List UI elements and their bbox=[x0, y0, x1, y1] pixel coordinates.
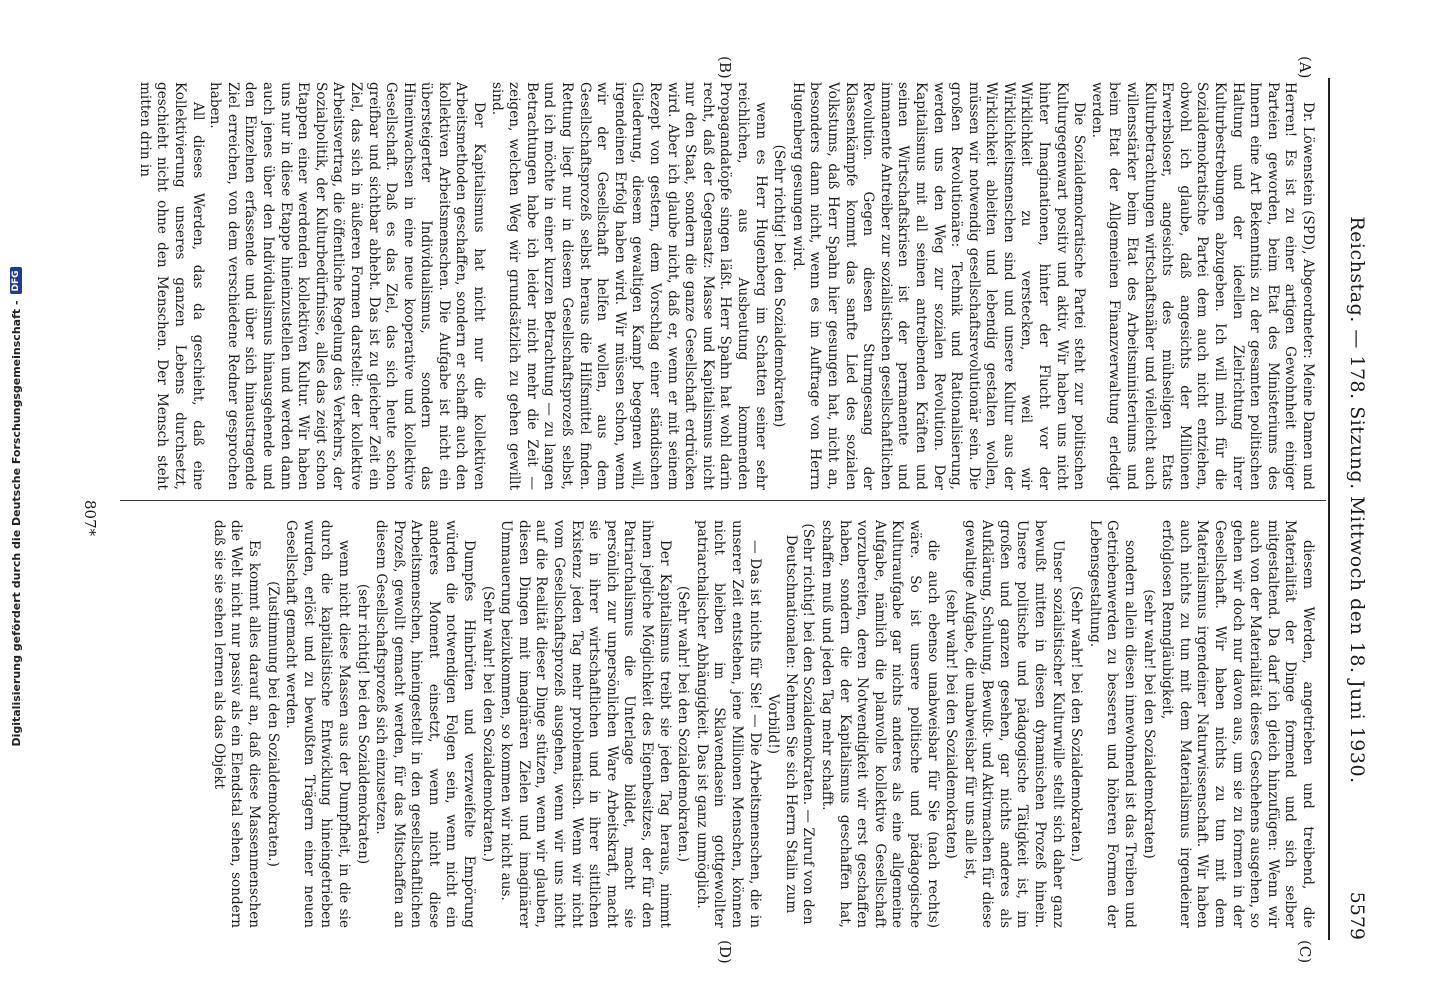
paragraph: sondern allein diesen innewohnend ist das Treiben und Getriebenwerden zu besseren und höheren Formen der Lebensgestaltung. bbox=[1086, 520, 1139, 928]
interjection: (Sehr wahr! bei den Sozialdemokraten.) bbox=[675, 585, 692, 863]
paragraph: die auch ebenso unabweisbar für Sie (nach rechts) wäre. So ist unsere politische und pädagogische Kulturaufgabe gar nichts anderes als eine allgemeine Aufgabe, nämlich die planvolle kollektive Gesellschaft vorzubereiten, deren Notwendigkeit wir erst geschaffen haben, sondern die der Kapitalismus geschaffen hat, schaffen muß und jeden Tag mehr schafft. bbox=[818, 520, 941, 928]
paragraph: Die Sozialdemokratische Partei steht zur politischen Kulturgegenwart positiv und aktiv. Wir haben uns nicht hinter Imaginationen, hinter der Flucht vor der Wirklichkeit zu verstecken, weil wir Wirklichkeitsmenschen sind und unsere Kultur aus der Wirklichkeit ableiten und lebendig gestalten wollen, müssen wir notwendig gesellschaftsrevolutionär sein. Die großen Revolutionäre: Technik und Rationalisierung, werden uns den Weg zur sozialen Revolution. Der Kapitalismus mit all seinen antreibenden Kräften und seinen Wirtschaftskrisen ist der permanente und immanente Antreiber zur sozialistischen gesellschaftlichen Revolution. Gegen diesen Sturmgesang der Klassenkämpfe kommt das sanfte Lied des sozialen Volkstums, daß Herr Spahn hier gesungen hat, nicht an, besonders dann nicht, wenn es im Auftrage von Herrn Hugenberg gesungen wird. bbox=[789, 82, 1088, 490]
paragraph: Dr. Löwenstein (SPD), Abgeordneter: Meine Damen und Herren! Es ist zu einer artigen Gewohnheit einiger Parteien geworden, beim Etat des Ministeriums des Innern eine Art Bekenntnis zu der gesamten politischen Haltung und der ideellen Zielrichtung ihrer Kulturbestrebungen abzugeben. Ich will mich für die Sozialdemokratische Partei dem auch nicht entziehen, obwohl ich glaube, daß angesichts der Millionen Erwerbsloser, angesichts des mühseligen Etats Kulturbetrachtungen wirtschaftsnäher und vielleicht auch willensstärker beim Etat des Arbeitsministeriums und beim Etat der Allgemeinen Finanzverwaltung erledigt werden. bbox=[1088, 82, 1316, 490]
paragraph: wenn nicht diese Massen aus der Dumpfheit, in die sie durch die kapitalistische Entwicklung hineingetrieben wurden, erlöst und zu bewußten Trägern einer neuen Gesellschaft gemacht werden. bbox=[283, 520, 352, 928]
paragraph: Der Kapitalismus hat nicht nur die kollektiven Arbeitsmethoden geschaffen, sondern er schafft auch den kollektiven Arbeitsmenschen. Die Aufgabe ist nicht ein übersteigerter Individualismus, sondern das Hineinwachsen in eine neue kooperative und kollektive Gesellschaft. Daß es das Ziel, das sich heute schon greifbar und sichtbar abhebt. Das ist zu gleicher Zeit ein Ziel, das sich in äußeren Formen darstellt: der kollektive Arbeitsvertrag, die öffentliche Regelung des Verkehrs, der Sozialpolitik, der Kulturbedürfnisse, alles das zeigt schon Etappen einer werdenden kollektiven Kultur. Wir haben uns nur in diese Etappe hineinzustellen und werden dann auch jenes über den Individualismus hinausgehende und den Einzelnen erfassende und über sich hinaustragende Ziel erreichen, von dem verschiedene Redner gesprochen haben. bbox=[207, 82, 488, 490]
paragraph: All dieses Werden, das da geschieht, daß eine Kollektivierung unseres ganzen Lebens durchsetzt, geschieht nicht ohne den Menschen. Der Mensch steht mitten drin in bbox=[136, 82, 206, 490]
margin-marker-d: (D) bbox=[716, 940, 734, 964]
interjection: (sehr wahr! bei den Sozialdemokraten) bbox=[1140, 589, 1157, 859]
paragraph: Dumpfes Hinbrüten und verzweifelte Empörung würden die notwendigen Folgen sein, wenn nicht ein anderes Moment einsetzt, wenn nicht diese Arbeitsmenschen, hineingestellt in den gesellschaftlichen Prozeß, gewollt gemacht werden, für das Mitschaffen an diesem Gesellschaftsprozeß sich einzusetzen. bbox=[373, 520, 478, 928]
sheet-mark: 807* bbox=[81, 500, 99, 537]
paragraph: Der Kapitalismus treibt sie jeden Tag heraus, nimmt ihnen jegliche Möglichkeit des Eigenbesitzes, der für den Patriarchalismus die Unterlage bildet, macht sie persönlich zur unpersönlichen Ware Arbeitskraft, macht sie in ihrer wirtschaftlichen und in ihrer sittlichen Existenz jeden Tag mehr problematisch. Wenn wir nicht vom Gesellschaftsprozeß ausgehen, wenn wir uns nicht auf die Realität dieser Dinge stützen, wenn wir glauben, diesen Dingen mit imaginären Zielen und imaginärer Ummauerung beizukommen, so kommen wir nicht aus. bbox=[498, 520, 673, 928]
paragraph: Unser sozialistischer Kulturwille stellt sich daher ganz bewußt mitten in diesen dynamischen Prozeß hinein. Unsere politische und pädagogische Tätigkeit ist, im großen und ganzen gesehen, gar nichts anderes als Aufklärung, Schulung, Bewußt- und Aktivmachen für diese gewaltige Aufgabe, die unabweisbar für uns alle ist, bbox=[961, 520, 1066, 928]
interjection: (Sehr wahr! bei den Sozialdemokraten.) bbox=[479, 585, 496, 863]
page-header bbox=[1338, 60, 1368, 940]
interjection: (sehr wahr! bei den Sozialdemokraten) bbox=[943, 589, 960, 859]
dfg-logo-icon: DFG bbox=[10, 267, 22, 294]
margin-marker-a: (A) bbox=[1296, 56, 1314, 79]
paragraph: — Das ist nichts für Sie! — Die Arbeitsmenschen, die in unserer Zeit entstehen, jene Millionen Menschen, können nicht bleiben im Sklavendasein gottgewollter patriarchalischer Abhängigkeit. Das ist ganz unmöglich. bbox=[693, 520, 763, 928]
interjection: (Zustimmung bei den Sozialdemokraten.) bbox=[264, 581, 281, 867]
funding-text: Digitalisierung gefördert durch die Deutsche Forschungsgemeinschaft - bbox=[9, 300, 23, 747]
interjection: (Sehr richtig! bei den Sozialdemokraten. — Zuruf von den Deutschnationalen: Nehmen Sie sich Herrn Stalin zum Vorbild!) bbox=[765, 523, 817, 925]
header-title: Reichstag. — 178. Sitzung. Mittwoch den 18. Juni 1930. bbox=[1346, 216, 1368, 784]
interjection: (Sehr richtig! bei den Sozialdemokraten) bbox=[771, 144, 788, 428]
header-rule bbox=[1328, 78, 1330, 940]
page-number: 5579 bbox=[1346, 891, 1368, 940]
paragraph: wenn es Herr Hugenberg im Schatten seiner sehr reichlichen, aus Ausbeutung kommenden Propagandatöpfe singen läßt. Herr Spahn hat wohl darin recht, daß der Gegensatz: Masse und Kapitalismus nicht nur den Staat, sondern die ganze Gesellschaft erdrücken wird. Aber ich glaube nicht, daß er, wenn er mit seinem Rezept von gestern, dem Vorschlag einer ständischen Gliederung, diesem gewaltigen Kampf begegnen will, irgendeinen Erfolg haben wird. Wir müssen schon, wenn wir der Gesellschaft helfen wollen, aus dem Gesellschaftsprozeß selbst heraus die Hilfsmittel finden. Rettung liegt nur in diesem Gesellschaftsprozeß selbst, und ich möchte in einer kurzen Betrachtung — zu langen Betrachtungen habe ich leider nicht mehr die Zeit — zeigen, welchen Weg wir grundsätzlich zu gehen gewillt sind. bbox=[488, 82, 769, 490]
margin-marker-b: (B) bbox=[716, 56, 734, 79]
column-divider bbox=[120, 500, 1326, 501]
right-text-column bbox=[126, 520, 1316, 928]
margin-marker-c: (C) bbox=[1296, 940, 1314, 964]
interjection: (sehr richtig! bei den Sozialdemokraten) bbox=[354, 583, 371, 865]
left-text-column bbox=[126, 82, 1316, 490]
interjection: (Sehr wahr! bei den Sozialdemokraten.) bbox=[1068, 585, 1085, 863]
paragraph: Es kommt alles darauf an, daß diese Massenmenschen die Welt nicht nur passiv als ein Elendstal sehen, sondern daß sie sie sehen lernen als das Objekt bbox=[210, 520, 262, 928]
paragraph: diesem Werden, angetrieben und treibend, die Materialität der Dinge formend und sich selber mitgestaltend. Da darf ich gleich hinzufügen: Wenn wir auch von der Materialität dieses Geschehens ausgehen, so gehen wir doch nur davon aus, um sie zu formen in der Gesellschaft. Wir haben nichts zu tun mit dem Materialismus irgendeiner Naturwissenschaft. Wir haben auch nichts zu tun mit dem Materialismus irgendeiner erfolglosen Renngläubigkeit, bbox=[1159, 520, 1316, 928]
